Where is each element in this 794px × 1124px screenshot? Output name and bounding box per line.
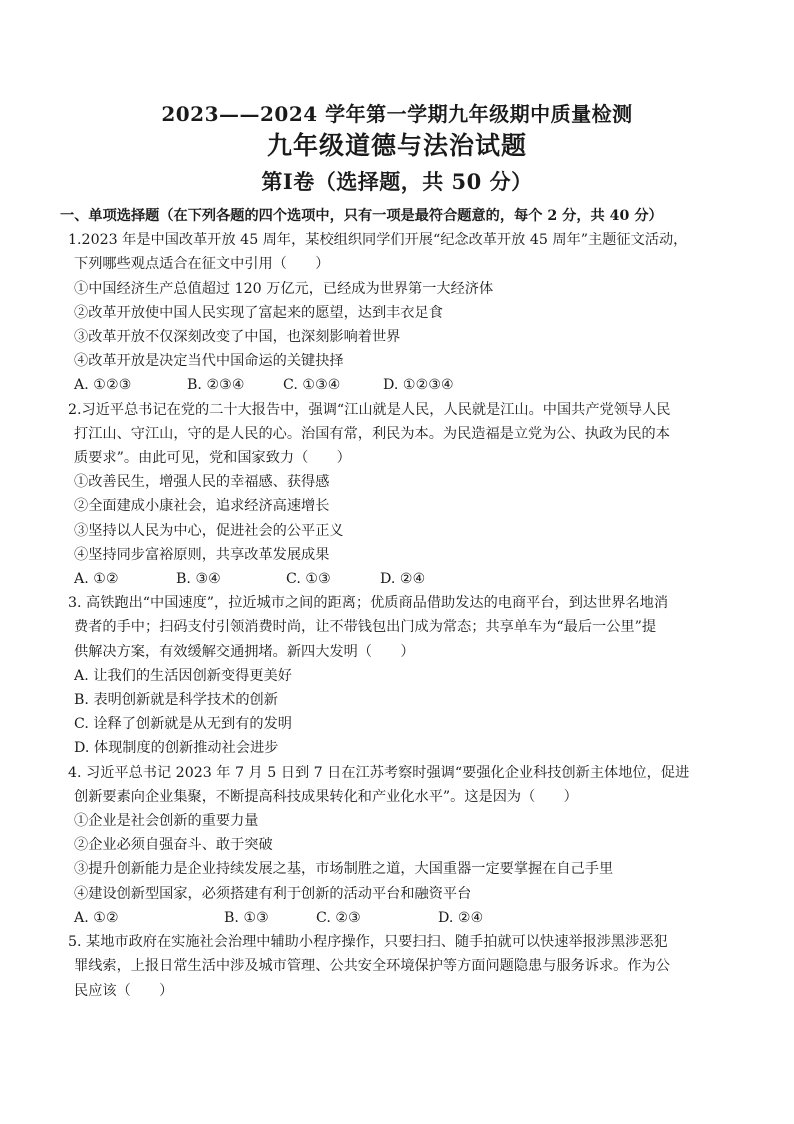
question-stem-line: 质要求”。由此可见，党和国家致力（ ） (74, 450, 351, 467)
statement: ④改革开放是决定当代中国命运的关键抉择 (74, 353, 344, 370)
question-stem-line: 创新要素向企业集聚，不断提高科技成果转化和产业化水平”。这是因为（ ） (74, 788, 578, 805)
question-stem-line: 罪线索，上报日常生活中涉及城市管理、公共安全环境保护等方面问题隐患与服务诉求。作为公 (74, 958, 670, 975)
option-a: A. ①②③ (74, 377, 132, 394)
statement: ②企业必须自强奋斗、敢于突破 (74, 837, 273, 854)
question-3 (40, 591, 784, 760)
statement: ①中国经济生产总值超过 120 万亿元，已经成为世界第一大经济体 (74, 280, 494, 297)
option-a: A. 让我们的生活因创新变得更美好 (74, 667, 292, 684)
option-d: D. 体现制度的创新推动社会进步 (74, 740, 279, 757)
option-b: B. ③④ (176, 571, 221, 588)
question-stem-line: 1.2023 年是中国改革开放 45 周年，某校组织同学们开展“纪念改革开放 45 周年”主题征文活动， (68, 232, 688, 249)
question-4 (40, 761, 784, 930)
section-heading: 一、单项选择题（在下列各题的四个选项中，只有一项是最符合题意的，每个 2 分，共 40 分） (60, 208, 663, 224)
statement: ③改革开放不仅深刻改变了中国，也深刻影响着世界 (74, 329, 401, 346)
question-stem-line: 5. 某地市政府在实施社会治理中辅助小程序操作，只要扫扫、随手拍就可以快速举报涉黑涉恶犯 (68, 934, 668, 951)
statement: ③提升创新能力是企业持续发展之基，市场制胜之道，大国重器一定要掌握在自己手里 (74, 861, 614, 878)
option-c: C. ①③④ (283, 377, 341, 394)
answer-options (40, 906, 784, 930)
question-5 (40, 930, 784, 1003)
option-c: C. ②③ (316, 909, 361, 926)
question-2 (40, 398, 784, 592)
question-stem-line: 民应该（ ） (74, 982, 174, 999)
statement: ①企业是社会创新的重要力量 (74, 813, 259, 830)
answer-options (40, 373, 784, 397)
option-a: A. ①② (74, 909, 119, 926)
part-title: 第Ⅰ卷（选择题，共 50 分） (261, 169, 533, 194)
exam-content (40, 204, 784, 1003)
statement: ③坚持以人民为中心，促进社会的公平正义 (74, 522, 344, 539)
option-c: C. ①③ (286, 571, 331, 588)
statement: ①改善民生，增强人民的幸福感、获得感 (74, 474, 330, 491)
subject-title: 九年级道德与法治试题 (266, 131, 527, 160)
statement: ②全面建成小康社会，追求经济高速增长 (74, 498, 330, 515)
option-b: B. 表明创新就是科学技术的创新 (74, 692, 278, 709)
answer-options (40, 567, 784, 591)
statement: ④建设创新型国家，必须搭建有利于创新的活动平台和融资平台 (74, 885, 472, 902)
option-d: D. ①②③④ (383, 377, 454, 394)
option-b: B. ①③ (224, 909, 269, 926)
option-b: B. ②③④ (187, 377, 245, 394)
question-stem-line: 3. 高铁跑出“中国速度”，拉近城市之间的距离；优质商品借助发达的电商平台，到达世界名地消 (68, 595, 669, 612)
statement: ②改革开放使中国人民实现了富起来的愿望，达到丰衣足食 (74, 304, 443, 321)
option-d: D. ②④ (438, 909, 484, 926)
statement: ④坚持同步富裕原则，共享改革发展成果 (74, 546, 330, 563)
exam-year-title: 2023——2024 学年第一学期九年级期中质量检测 (161, 102, 633, 126)
option-c: C. 诠释了创新就是从无到有的发明 (74, 716, 292, 733)
question-stem-line: 费者的手中；扫码支付引领消费时尚，让不带钱包出门成为常态；共享单车为“最后一公里”提 (74, 619, 657, 636)
question-1 (40, 228, 784, 397)
question-stem-line: 下列哪些观点适合在征文中引用（ ） (74, 256, 330, 273)
question-stem-line: 打江山、守江山，守的是人民的心。治国有常，利民为本。为民造福是立党为公、执政为民的本 (74, 425, 670, 442)
question-stem-line: 4. 习近平总书记 2023 年 7 月 5 日到 7 日在江苏考察时强调“要强化企业科技创新主体地位，促进 (68, 764, 690, 781)
question-stem-line: 供解决方案，有效缓解交通拥堵。新四大发明（ ） (74, 643, 415, 660)
option-d: D. ②④ (380, 571, 426, 588)
option-a: A. ①② (74, 571, 119, 588)
question-stem-line: 2.习近平总书记在党的二十大报告中，强调“江山就是人民，人民就是江山。中国共产党领导人民 (68, 401, 671, 418)
